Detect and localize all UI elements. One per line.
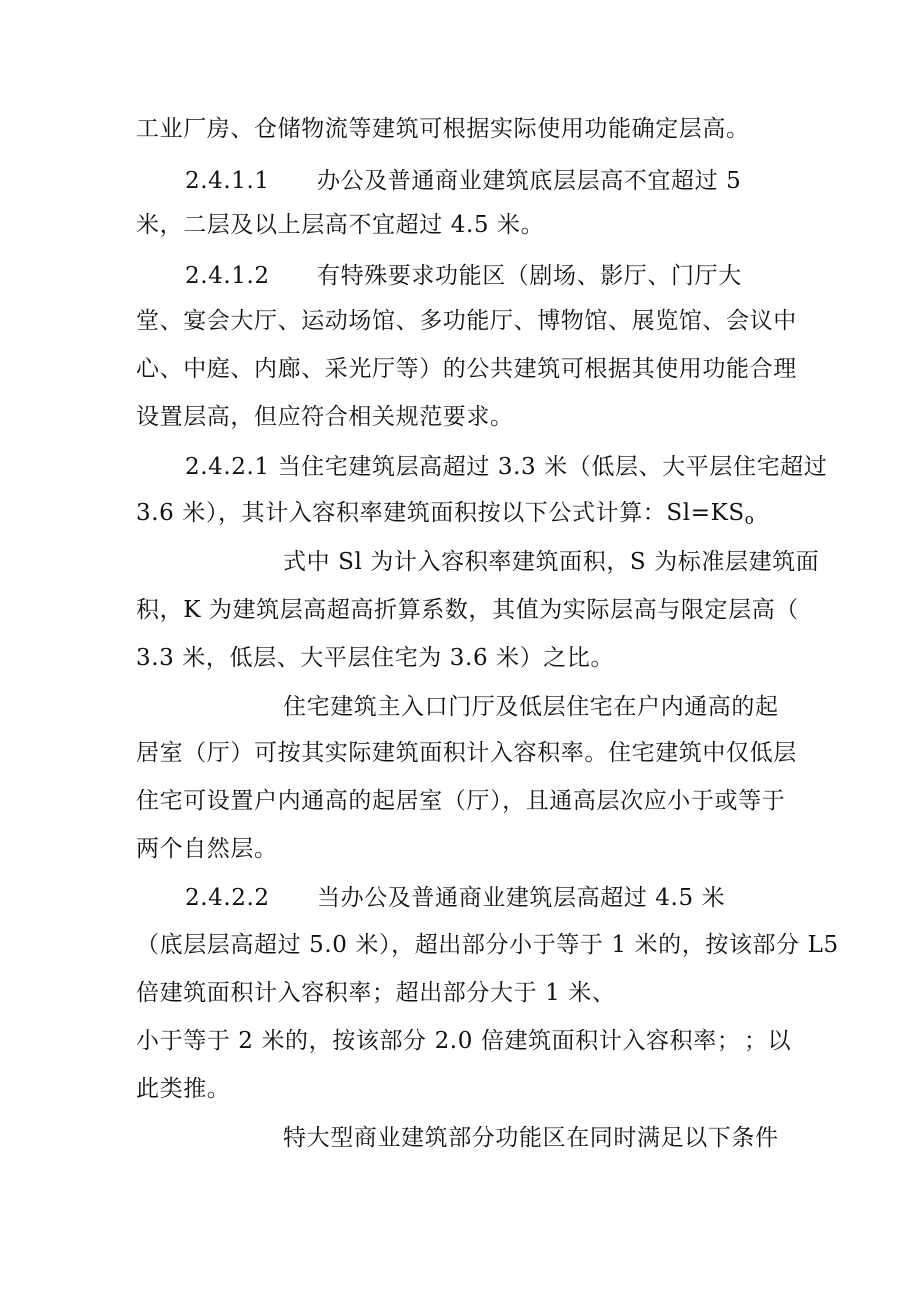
paragraph-line: 此类推。 [136,1076,231,1102]
paragraph-line: 居室（厅）可按其实际建筑面积计入容积率。住宅建筑中仅低层 [136,740,797,766]
paragraph-line: 两个自然层。 [136,836,278,862]
paragraph-line: 设置层高，但应符合相关规范要求。 [136,404,514,430]
clause-number: 2.4.1.1 [185,168,270,194]
clause-2-4-1-2 [185,261,270,291]
clause-text: 有特殊要求功能区（剧场、影厅、门厅大 [317,263,742,289]
paragraph-line: 堂、宴会大厅、运动场馆、多功能厅、博物馆、展览馆、会议中 [136,308,797,334]
formula-line [136,498,754,534]
paragraph-line: 米，二层及以上层高不宜超过 4.5 米。 [136,212,545,238]
paragraph-line: 工业厂房、仓储物流等建筑可根据实际使用功能确定层高。 [136,116,750,142]
paragraph-line: （底层层高超过 5.0 米），超出部分小于等于 1 米的，按该部分 L5 [136,932,839,958]
formula-subscript: o [744,510,755,528]
clause-2-4-1-1 [185,166,270,196]
paragraph-line: 住宅建筑主入口门厅及低层住宅在户内通高的起 [283,694,779,720]
paragraph-line: 式中 Sl 为计入容积率建筑面积，S 为标准层建筑面 [283,549,820,575]
clause-number: 2.4.2.2 [185,885,270,911]
paragraph-line: 特大型商业建筑部分功能区在同时满足以下条件 [283,1125,779,1151]
paragraph-line: 2.4.2.1 当住宅建筑层高超过 3.3 米（低层、大平层住宅超过 [185,454,828,480]
paragraph-line: 3.3 米，低层、大平层住宅为 3.6 米）之比。 [136,645,615,671]
clause-2-4-2-2 [185,883,270,913]
clause-text: 办公及普通商业建筑底层层高不宜超过 5 [317,168,742,194]
clause-text: 当办公及普通商业建筑层高超过 4.5 米 [317,885,726,911]
formula-text: 3.6 米），其计入容积率建筑面积按以下公式计算：Sl=KS [136,500,745,526]
paragraph-line-tail: ；以 [744,1028,792,1054]
paragraph-line: 住宅可设置户内通高的起居室（厅），且通高层次应小于或等于 [136,788,786,814]
paragraph-line: 心、中庭、内廊、采光厅等）的公共建筑可根据其使用功能合理 [136,356,797,382]
paragraph-line: 倍建筑面积计入容积率；超出部分大于 1 米、 [136,980,616,1006]
clause-number: 2.4.1.2 [185,263,270,289]
paragraph-line: 小于等于 2 米的，按该部分 2.0 倍建筑面积计入容积率； [136,1028,741,1054]
paragraph-line: 积，K 为建筑层高超高折算系数，其值为实际层高与限定层高（ [136,597,799,623]
